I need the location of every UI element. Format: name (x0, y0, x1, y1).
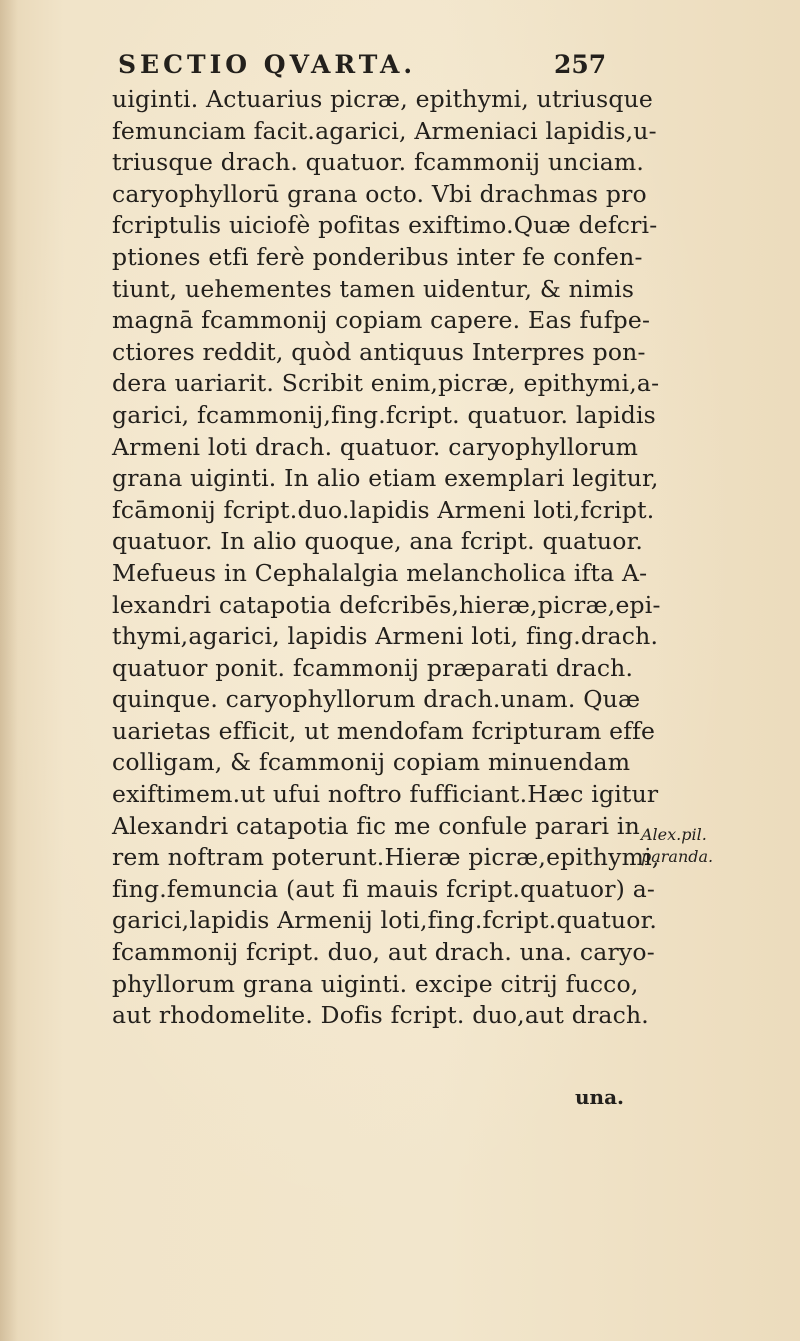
margin-note (641, 824, 791, 868)
text-line: garici, fcammonij,fing.fcript. quatuor. lapidis (112, 400, 656, 429)
text-line: thymi,agarici, lapidis Armeni loti, fing.drach. (112, 622, 659, 651)
text-line: fcammonij fcript. duo, aut drach. una. caryo- (112, 938, 655, 967)
text-line: rem noftram poterunt.Hieræ picræ,epithymi, (112, 843, 660, 872)
text-line: colligam, & fcammonij copiam minuendam (112, 748, 631, 777)
text-line: femunciam facit.agarici, Armeniaci lapidis,u- (112, 116, 657, 145)
text-line: ctiores reddit, quòd antiquus Interpres pon- (112, 337, 646, 366)
text-line: uiginti. Actuarius picræ, epithymi, utriusque (112, 85, 654, 113)
margin-note-line: Alex.pil. (641, 825, 707, 844)
text-line: Mefueus in Cephalalgia melancholica ifta A- (112, 558, 648, 587)
text-line: tiunt, uehementes tamen uidentur, & nimis (112, 274, 635, 303)
body-text (112, 84, 661, 1032)
text-line: triusque drach. quatuor. fcammonij unciam. (112, 148, 645, 177)
page-number: 257 (554, 50, 607, 79)
text-line: caryophyllorū grana octo. Vbi drachmas pro (112, 179, 647, 208)
text-line: phyllorum grana uiginti. excipe citrij fucco, (112, 969, 639, 998)
text-line: ptiones etfi ferè ponderibus inter fe confen- (112, 242, 643, 271)
text-line: grana uiginti. In alio etiam exemplari legitur, (112, 464, 659, 493)
text-line: fcāmonij fcript.duo.lapidis Armeni loti,fcript. (112, 495, 655, 524)
text-line: quatuor. In alio quoque, ana fcript. quatuor. (112, 527, 644, 556)
text-line: uarietas efficit, ut mendofam fcripturam effe (112, 716, 656, 745)
text-line: fcriptulis uiciofè pofitas exiftimo.Quæ defcri- (112, 211, 658, 240)
text-line: exiftimem.ut ufui noftro fufficiant.Hæc igitur (112, 780, 659, 809)
text-line: Alexandri catapotia fic me confule parari in (112, 811, 640, 840)
text-line: fing.femuncia (aut fi mauis fcript.quatuor) a- (112, 874, 656, 903)
text-line: magnā fcammonij copiam capere. Eas fufpe- (112, 306, 651, 335)
page-gutter-shadow (0, 0, 18, 1341)
text-line: garici,lapidis Armenij loti,fing.fcript.quatuor. (112, 906, 658, 935)
text-line: quatuor ponit. fcammonij præparati drach. (112, 653, 634, 682)
text-line: dera uariarit. Scribit enim,picræ, epithymi,a- (112, 369, 660, 398)
running-title: SECTIO QVARTA. (118, 50, 417, 79)
text-line: Armeni loti drach. quatuor. caryophyllorum (112, 432, 639, 461)
text-line: quinque. caryophyllorum drach.unam. Quæ (112, 685, 641, 714)
margin-note-line: paranda. (641, 847, 714, 866)
text-line: aut rhodomelite. Dofis fcript. duo,aut drach. (112, 1001, 649, 1030)
text-line: lexandri catapotia defcribēs,hieræ,picræ,epi- (112, 590, 661, 619)
catchword: una. (575, 1085, 625, 1109)
